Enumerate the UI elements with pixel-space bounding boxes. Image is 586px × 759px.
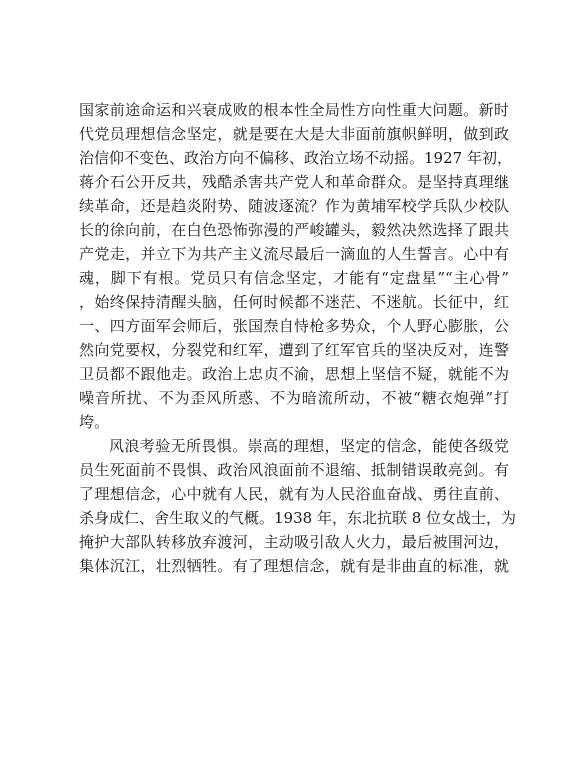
text-line: 治信仰不变色、政治方向不偏移、政治立场不动摇。1927 年初， xyxy=(79,149,512,167)
text-line: 然向党要权，分裂党和红军，遭到了红军官兵的坚决反对，连警 xyxy=(79,341,509,359)
text-line: 蒋介石公开反共，残酷杀害共产党人和革命群众。是坚持真理继 xyxy=(79,173,509,191)
text-line: 魂，脚下有根。党员只有信念坚定，才能有“定盘星”“主心骨” xyxy=(79,269,509,287)
text-line: 长的徐向前，在白色恐怖弥漫的严峻罐头，毅然决然选择了跟共 xyxy=(79,221,509,239)
text-line: 产党走，并立下为共产主义流尽最后一滴血的人生誓言。心中有 xyxy=(79,245,509,263)
text-line: 续革命，还是趋炎附势、随波逐流？作为黄埔军校学兵队少校队 xyxy=(79,197,509,215)
text-line: 卫员都不跟他走。政治上忠贞不渝，思想上坚信不疑，就能不为 xyxy=(79,365,509,383)
paragraph-first-line: 风浪考验无所畏惧。崇高的理想，坚定的信念，能使各级党 xyxy=(109,437,509,455)
text-line: 掩护大部队转移放弃渡河，主动吸引敌人火力，最后被围河边， xyxy=(79,533,509,551)
text-line: 了理想信念，心中就有人民，就有为人民浴血奋战、勇往直前、 xyxy=(79,485,509,503)
text-line: 员生死面前不畏惧、政治风浪面前不退缩、抵制错误敢亮剑。有 xyxy=(79,461,509,479)
text-line: 集体沉江，壮烈牺牲。有了理想信念，就有是非曲直的标准，就 xyxy=(79,557,509,575)
text-line: 代党员理想信念坚定，就是要在大是大非面前旗帜鲜明，做到政 xyxy=(79,125,509,143)
text-line: 垮。 xyxy=(79,413,110,431)
text-line: ，始终保持清醒头脑，任何时候都不迷茫、不迷航。长征中，红 xyxy=(79,293,509,311)
text-line: 一、四方面军会师后，张国焘自恃枪多势众，个人野心膨胀，公 xyxy=(79,317,509,335)
text-line: 杀身成仁、舍生取义的气概。1938 年，东北抗联 8 位女战士，为 xyxy=(79,509,517,527)
text-line: 国家前途命运和兴衰成败的根本性全局性方向性重大问题。新时 xyxy=(79,101,509,119)
body-text xyxy=(79,98,517,578)
text-line: 噪音所扰、不为歪风所惑、不为暗流所动，不被“糖衣炮弹”打 xyxy=(79,389,509,407)
